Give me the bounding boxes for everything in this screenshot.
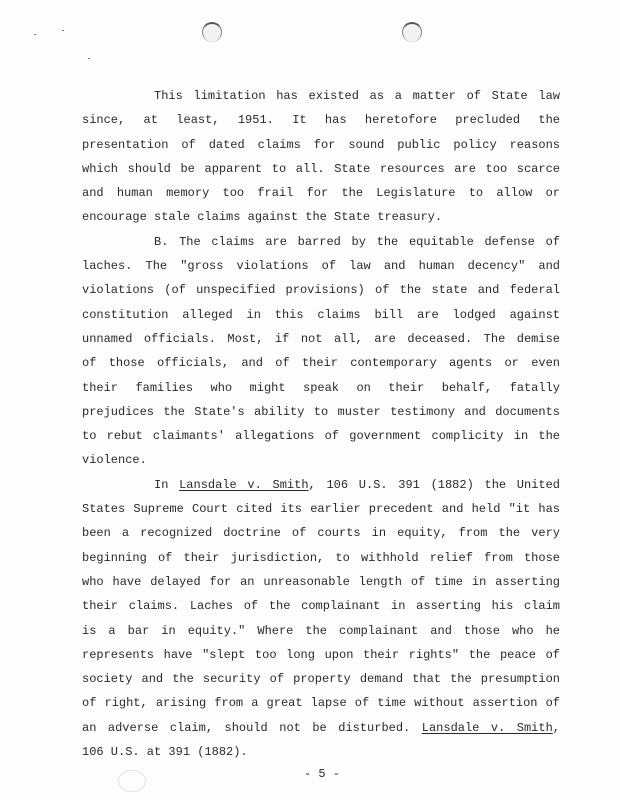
text-segment: and human memory too frail for the Legislature to allow or	[82, 186, 560, 201]
text-segment: prejudices the State's ability to muster testimony and documents	[82, 404, 560, 419]
page-number: - 5 -	[303, 767, 340, 781]
text-line	[82, 157, 560, 181]
text-line	[82, 643, 560, 667]
text-segment: ,	[552, 720, 560, 735]
case-citation: Lansdale v. Smith	[421, 720, 553, 735]
text-segment: to rebut claimants' allegations of government complicity in the	[82, 429, 560, 444]
text-segment: , 106 U.S. 391 (1882) the United	[308, 477, 561, 492]
text-segment: violence.	[82, 453, 147, 468]
text-segment: 106 U.S. at 391 (1882).	[82, 745, 248, 760]
text-line	[82, 473, 560, 497]
text-segment: which should be apparent to all. State resources are too scarce	[82, 161, 560, 176]
text-segment: constitution alleged in this claims bill are lodged against	[82, 307, 560, 322]
text-line	[82, 84, 560, 108]
punch-hole-right	[402, 22, 422, 42]
text-line	[82, 327, 560, 351]
text-segment: of those officials, and of their contemporary agents or even	[82, 356, 560, 371]
text-segment: unnamed officials. Most, if not all, are deceased. The demise	[82, 331, 560, 346]
text-segment: society and the security of property demand that the presumption	[82, 672, 560, 687]
text-segment: is a bar in equity." Where the complainant and those who he	[82, 623, 560, 638]
punch-hole-left	[202, 22, 222, 42]
text-line	[82, 716, 560, 740]
text-line	[82, 667, 560, 691]
case-citation: Lansdale v. Smith	[179, 477, 309, 492]
text-line	[82, 351, 560, 375]
text-line	[82, 619, 560, 643]
text-line	[82, 570, 560, 594]
text-segment: beginning of their jurisdiction, to withhold relief from those	[82, 550, 560, 565]
text-segment: represents have "slept too long upon their rights" the peace of	[82, 647, 560, 662]
text-line	[82, 376, 560, 400]
text-segment: B. The claims are barred by the equitable defense of	[154, 234, 560, 249]
text-segment: This limitation has existed as a matter of State law	[154, 89, 560, 103]
text-segment: of right, arising from a great lapse of time without assertion of	[82, 696, 560, 711]
text-line	[82, 254, 560, 278]
text-segment: since, at least, 1951. It has heretofore precluded the	[82, 113, 560, 128]
text-segment: been a recognized doctrine of courts in equity, from the very	[82, 526, 560, 541]
text-line	[82, 303, 560, 327]
text-line	[82, 230, 560, 254]
text-line	[82, 497, 560, 521]
text-segment: who have delayed for an unreasonable length of time in asserting	[82, 574, 560, 589]
text-line	[82, 521, 560, 545]
text-segment: their families who might speak on their behalf, fatally	[82, 380, 560, 395]
text-segment: an adverse claim, should not be disturbed.	[82, 720, 422, 735]
text-line	[82, 546, 560, 570]
text-segment: laches. The "gross violations of law and human decency" and	[82, 259, 560, 274]
text-segment: violations (of unspecified provisions) of the state and federal	[82, 283, 560, 298]
text-segment: States Supreme Court cited its earlier precedent and held "it has	[82, 502, 560, 517]
scan-speck	[34, 34, 36, 35]
text-line	[82, 594, 560, 618]
text-segment: presentation of dated claims for sound public policy reasons	[82, 137, 560, 152]
text-line	[82, 181, 560, 205]
faint-stamp-mark	[118, 770, 146, 792]
text-line	[82, 205, 560, 229]
scan-speck	[88, 58, 90, 59]
scan-speck	[62, 30, 64, 31]
text-segment: encourage stale claims against the State treasury.	[82, 210, 443, 225]
text-line	[82, 448, 560, 472]
text-line	[82, 278, 560, 302]
text-segment: their claims. Laches of the complainant in asserting his claim	[82, 599, 560, 614]
text-line	[82, 740, 560, 764]
text-line	[82, 133, 560, 157]
text-line	[82, 691, 560, 715]
text-line	[82, 108, 560, 132]
text-segment: In	[154, 477, 180, 492]
text-line	[82, 400, 560, 424]
document-body	[82, 84, 560, 764]
text-line	[82, 424, 560, 448]
